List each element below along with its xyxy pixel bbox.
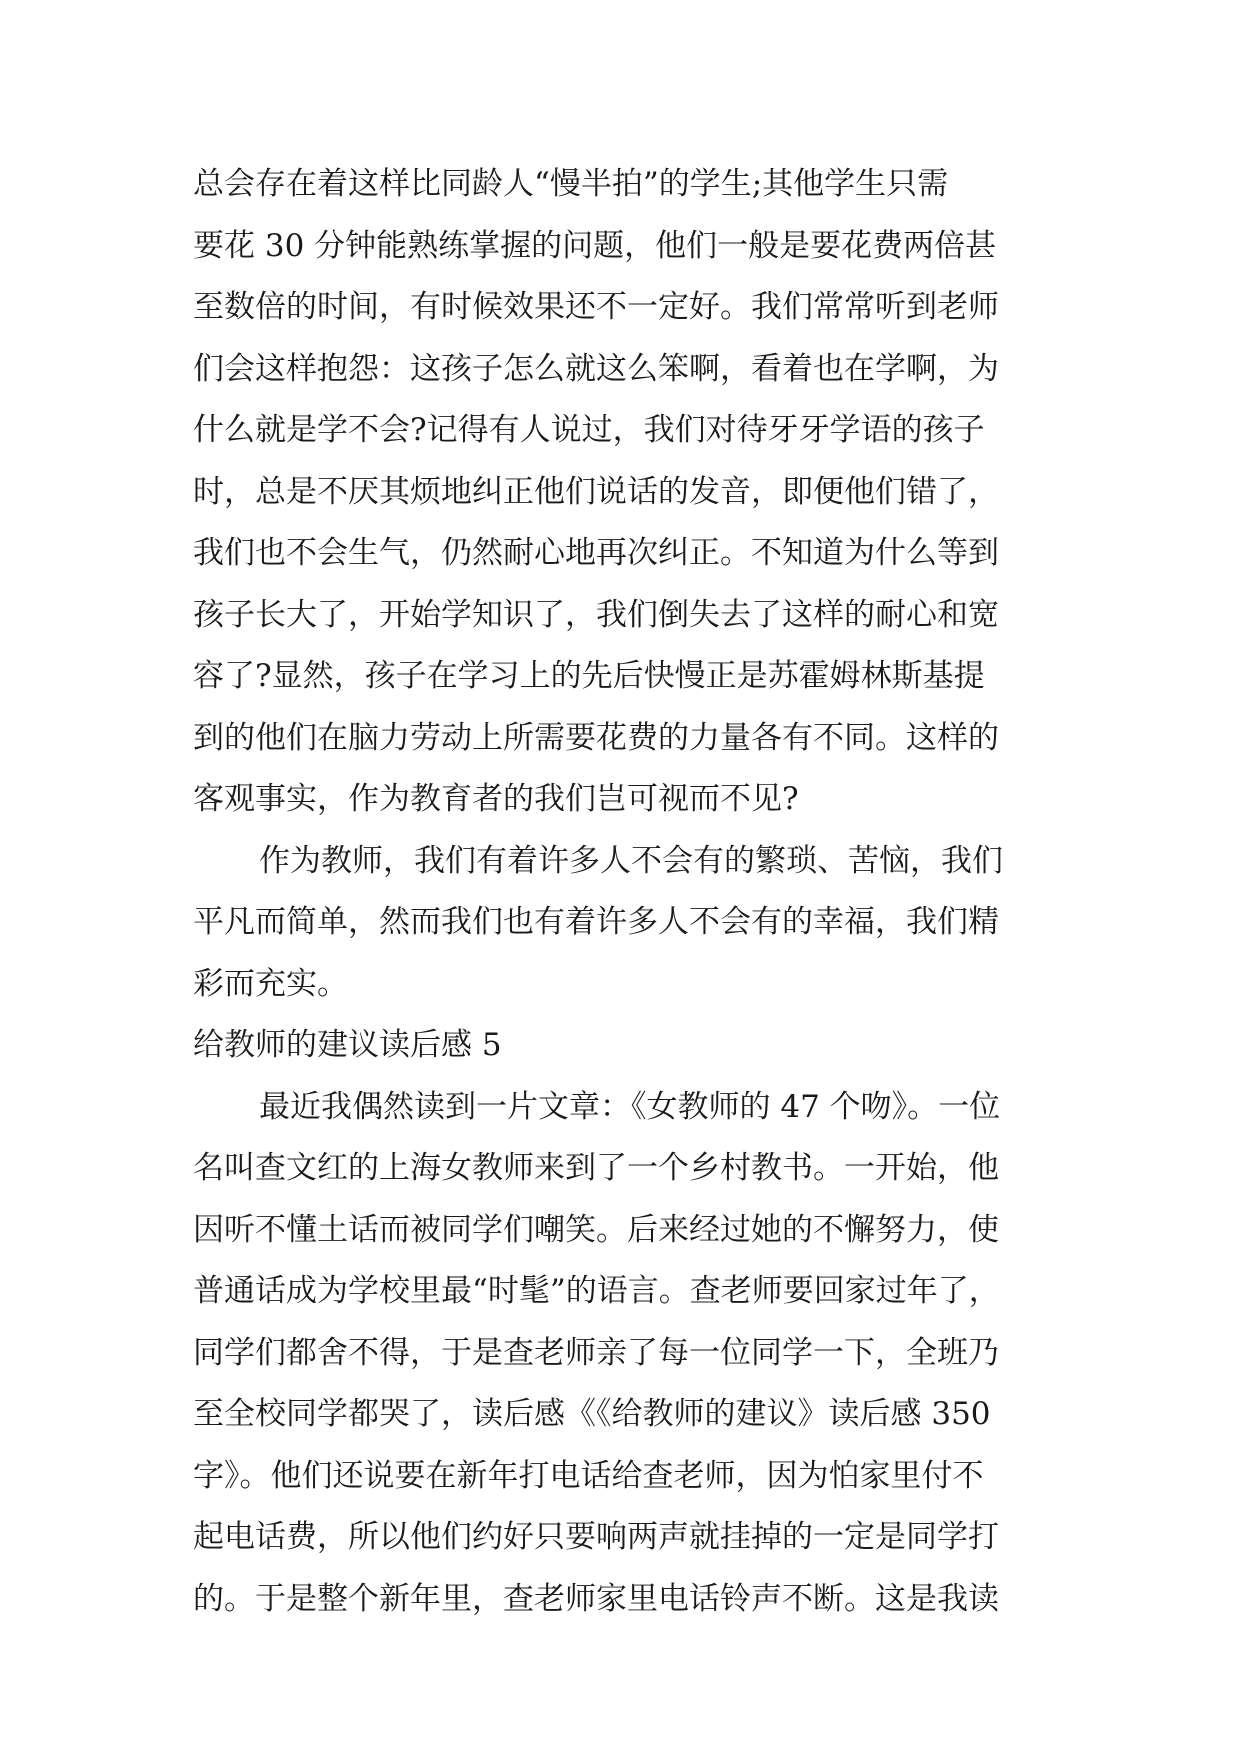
text-line: 平凡而简单，然而我们也有着许多人不会有的幸福，我们精	[193, 904, 999, 940]
text-line: 彩而充实。	[193, 965, 348, 1002]
paragraph-1	[193, 154, 1053, 831]
document-body	[193, 154, 1053, 1630]
text-line: 同学们都舍不得，于是查老师亲了每一位同学一下，全班乃	[193, 1334, 999, 1371]
section-heading: 给教师的建议读后感 5	[193, 1027, 502, 1063]
text-line: 普通话成为学校里最“时髦”的语言。查老师要回家过年了，	[193, 1273, 1000, 1309]
text-line: 起电话费，所以他们约好只要响两声就挂掉的一定是同学打	[193, 1519, 999, 1555]
text-line: 我们也不会生气，仍然耐心地再次纠正。不知道为什么等到	[193, 535, 999, 571]
paragraph-2	[193, 831, 1053, 1016]
paragraph-3	[193, 1077, 1053, 1631]
text-line: 孩子长大了，开始学知识了，我们倒失去了这样的耐心和宽	[193, 596, 999, 633]
text-line: 客观事实，作为教育者的我们岂可视而不见?	[193, 781, 799, 817]
text-line: 总会存在着这样比同龄人“慢半拍”的学生;其他学生只需	[193, 166, 949, 202]
text-line: 至全校同学都哭了，读后感《《给教师的建议》读后感 350	[193, 1396, 991, 1432]
text-line: 要花 30 分钟能熟练掌握的问题，他们一般是要花费两倍甚	[193, 227, 997, 264]
text-line: 什么就是学不会?记得有人说过，我们对待牙牙学语的孩子	[193, 412, 985, 448]
text-line: 因听不懂土话而被同学们嘲笑。后来经过她的不懈努力，使	[193, 1211, 999, 1248]
text-line: 们会这样抱怨：这孩子怎么就这么笨啊，看着也在学啊，为	[193, 350, 999, 387]
text-line: 作为教师，我们有着许多人不会有的繁琐、苦恼，我们	[259, 842, 1003, 879]
text-line: 时，总是不厌其烦地纠正他们说话的发音，即便他们错了，	[193, 473, 999, 510]
text-line: 到的他们在脑力劳动上所需要花费的力量各有不同。这样的	[193, 719, 999, 756]
text-line: 至数倍的时间，有时候效果还不一定好。我们常常听到老师	[193, 289, 999, 325]
text-line: 最近我偶然读到一片文章：《女教师的 47 个吻》。一位	[259, 1088, 1001, 1125]
text-line: 名叫查文红的上海女教师来到了一个乡村教书。一开始，他	[193, 1150, 999, 1186]
text-line: 字》。他们还说要在新年打电话给查老师，因为怕家里付不	[193, 1457, 984, 1494]
text-line: 容了?显然，孩子在学习上的先后快慢正是苏霍姆林斯基提	[193, 658, 985, 694]
text-line: 的。于是整个新年里，查老师家里电话铃声不断。这是我读	[193, 1580, 999, 1617]
